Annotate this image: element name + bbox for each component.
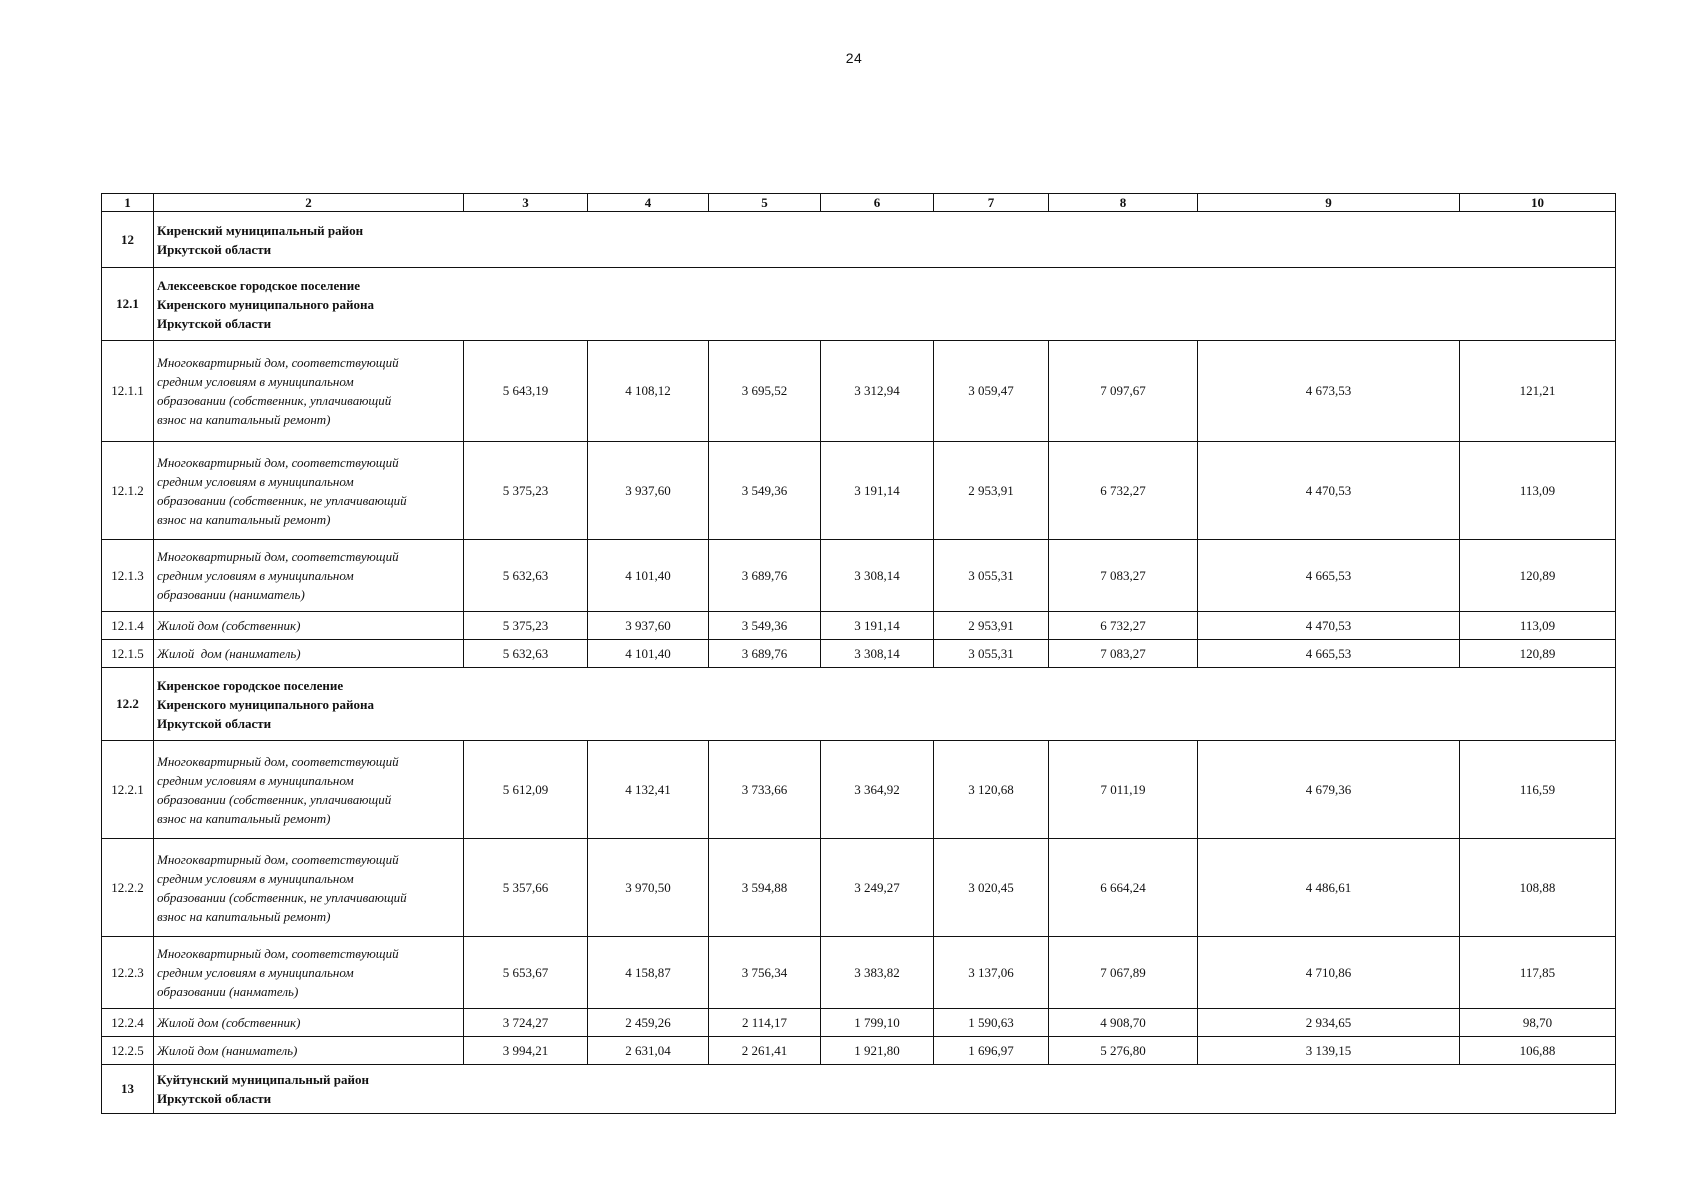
cell-value: 3 308,14 (821, 640, 934, 668)
row-code: 12.2.4 (102, 1009, 154, 1037)
cell-value: 4 158,87 (588, 937, 709, 1009)
row-name: Многоквартирный дом, соответствующий средним условиям в муниципальном образовании (наниматель) (154, 540, 464, 612)
cell-value: 3 970,50 (588, 839, 709, 937)
row-code: 12.1.1 (102, 341, 154, 442)
cell-value: 3 549,36 (709, 442, 821, 540)
cell-value: 5 357,66 (464, 839, 588, 937)
row-name: Жилой дом (собственник) (154, 1009, 464, 1037)
cell-value: 1 696,97 (934, 1037, 1049, 1065)
cell-value: 3 020,45 (934, 839, 1049, 937)
cell-value: 3 137,06 (934, 937, 1049, 1009)
row-name: Многоквартирный дом, соответствующий средним условиям в муниципальном образовании (собственник, уплачивающий взнос на капитальный ремонт) (154, 741, 464, 839)
cell-value: 4 679,36 (1198, 741, 1460, 839)
cell-value: 1 590,63 (934, 1009, 1049, 1037)
cell-value: 4 108,12 (588, 341, 709, 442)
cell-value: 116,59 (1460, 741, 1616, 839)
cell-value: 4 665,53 (1198, 640, 1460, 668)
cell-value: 4 710,86 (1198, 937, 1460, 1009)
cell-value: 3 689,76 (709, 640, 821, 668)
section-name: Киренское городское поселение Киренского муниципального района Иркутской области (154, 668, 1616, 741)
row-code: 13 (102, 1065, 154, 1114)
cell-value: 7 067,89 (1049, 937, 1198, 1009)
table-row (102, 937, 1616, 1009)
row-name: Многоквартирный дом, соответствующий средним условиям в муниципальном образовании (собственник, не уплачивающий взнос на капитальный ремонт) (154, 839, 464, 937)
table-row (102, 1009, 1616, 1037)
section-row (102, 668, 1616, 741)
cell-value: 2 459,26 (588, 1009, 709, 1037)
cell-value: 120,89 (1460, 640, 1616, 668)
cell-value: 3 312,94 (821, 341, 934, 442)
table-row (102, 741, 1616, 839)
cell-value: 108,88 (1460, 839, 1616, 937)
cell-value: 4 908,70 (1049, 1009, 1198, 1037)
cell-value: 3 549,36 (709, 612, 821, 640)
cell-value: 3 364,92 (821, 741, 934, 839)
page-number: 24 (845, 50, 863, 66)
cell-value: 4 665,53 (1198, 540, 1460, 612)
cell-value: 3 055,31 (934, 540, 1049, 612)
column-header: 5 (709, 194, 821, 212)
cell-value: 3 139,15 (1198, 1037, 1460, 1065)
column-header: 10 (1460, 194, 1616, 212)
section-name: Киренский муниципальный район Иркутской области (154, 212, 1616, 268)
cell-value: 1 921,80 (821, 1037, 934, 1065)
cell-value: 3 724,27 (464, 1009, 588, 1037)
cell-value: 3 055,31 (934, 640, 1049, 668)
cell-value: 117,85 (1460, 937, 1616, 1009)
cell-value: 2 953,91 (934, 612, 1049, 640)
row-name: Многоквартирный дом, соответствующий средним условиям в муниципальном образовании (собственник, не уплачивающий взнос на капитальный ремонт) (154, 442, 464, 540)
cell-value: 7 097,67 (1049, 341, 1198, 442)
row-code: 12.1 (102, 268, 154, 341)
cell-value: 4 486,61 (1198, 839, 1460, 937)
row-code: 12 (102, 212, 154, 268)
cell-value: 113,09 (1460, 612, 1616, 640)
cell-value: 5 643,19 (464, 341, 588, 442)
cell-value: 3 059,47 (934, 341, 1049, 442)
row-name: Жилой дом (наниматель) (154, 640, 464, 668)
cell-value: 106,88 (1460, 1037, 1616, 1065)
cell-value: 120,89 (1460, 540, 1616, 612)
table-row (102, 442, 1616, 540)
cell-value: 3 249,27 (821, 839, 934, 937)
table-row (102, 612, 1616, 640)
column-number-header (102, 194, 1616, 212)
cell-value: 2 953,91 (934, 442, 1049, 540)
cell-value: 7 083,27 (1049, 540, 1198, 612)
cell-value: 3 594,88 (709, 839, 821, 937)
cell-value: 98,70 (1460, 1009, 1616, 1037)
column-header: 2 (154, 194, 464, 212)
cell-value: 3 937,60 (588, 442, 709, 540)
cell-value: 113,09 (1460, 442, 1616, 540)
cell-value: 6 664,24 (1049, 839, 1198, 937)
row-code: 12.2.1 (102, 741, 154, 839)
cell-value: 6 732,27 (1049, 442, 1198, 540)
section-name: Куйтунский муниципальный район Иркутской области (154, 1065, 1616, 1114)
column-header: 9 (1198, 194, 1460, 212)
cell-value: 2 631,04 (588, 1037, 709, 1065)
cell-value: 5 375,23 (464, 442, 588, 540)
section-row (102, 268, 1616, 341)
cell-value: 1 799,10 (821, 1009, 934, 1037)
cell-value: 3 191,14 (821, 612, 934, 640)
cell-value: 3 191,14 (821, 442, 934, 540)
column-header: 7 (934, 194, 1049, 212)
cell-value: 7 083,27 (1049, 640, 1198, 668)
cell-value: 5 375,23 (464, 612, 588, 640)
row-code: 12.2.2 (102, 839, 154, 937)
table-row (102, 1037, 1616, 1065)
column-header: 3 (464, 194, 588, 212)
row-name: Жилой дом (собственник) (154, 612, 464, 640)
row-code: 12.2.5 (102, 1037, 154, 1065)
cell-value: 3 756,34 (709, 937, 821, 1009)
cell-value: 3 689,76 (709, 540, 821, 612)
cell-value: 4 101,40 (588, 640, 709, 668)
cell-value: 3 937,60 (588, 612, 709, 640)
cell-value: 5 653,67 (464, 937, 588, 1009)
column-header: 6 (821, 194, 934, 212)
cell-value: 121,21 (1460, 341, 1616, 442)
cell-value: 3 994,21 (464, 1037, 588, 1065)
cell-value: 3 120,68 (934, 741, 1049, 839)
section-name: Алексеевское городское поселение Киренского муниципального района Иркутской области (154, 268, 1616, 341)
column-header: 1 (102, 194, 154, 212)
row-code: 12.1.2 (102, 442, 154, 540)
cell-value: 3 308,14 (821, 540, 934, 612)
cell-value: 3 695,52 (709, 341, 821, 442)
cell-value: 4 470,53 (1198, 612, 1460, 640)
cell-value: 3 383,82 (821, 937, 934, 1009)
column-header: 8 (1049, 194, 1198, 212)
cell-value: 5 276,80 (1049, 1037, 1198, 1065)
cell-value: 7 011,19 (1049, 741, 1198, 839)
cell-value: 4 470,53 (1198, 442, 1460, 540)
cell-value: 5 632,63 (464, 640, 588, 668)
cell-value: 3 733,66 (709, 741, 821, 839)
cell-value: 4 101,40 (588, 540, 709, 612)
row-name: Жилой дом (наниматель) (154, 1037, 464, 1065)
row-name: Многоквартирный дом, соответствующий средним условиям в муниципальном образовании (собственник, уплачивающий взнос на капитальный ремонт) (154, 341, 464, 442)
cell-value: 5 632,63 (464, 540, 588, 612)
cell-value: 4 673,53 (1198, 341, 1460, 442)
table-row (102, 839, 1616, 937)
row-code: 12.2.3 (102, 937, 154, 1009)
cell-value: 5 612,09 (464, 741, 588, 839)
table-row (102, 540, 1616, 612)
cell-value: 2 114,17 (709, 1009, 821, 1037)
cell-value: 2 934,65 (1198, 1009, 1460, 1037)
section-row (102, 1065, 1616, 1114)
cell-value: 4 132,41 (588, 741, 709, 839)
row-code: 12.1.3 (102, 540, 154, 612)
section-row (102, 212, 1616, 268)
column-header: 4 (588, 194, 709, 212)
table-row (102, 341, 1616, 442)
tariff-table (101, 193, 1616, 1114)
row-code: 12.2 (102, 668, 154, 741)
row-name: Многоквартирный дом, соответствующий средним условиям в муниципальном образовании (нанматель) (154, 937, 464, 1009)
row-code: 12.1.5 (102, 640, 154, 668)
row-code: 12.1.4 (102, 612, 154, 640)
cell-value: 6 732,27 (1049, 612, 1198, 640)
table-row (102, 640, 1616, 668)
cell-value: 2 261,41 (709, 1037, 821, 1065)
